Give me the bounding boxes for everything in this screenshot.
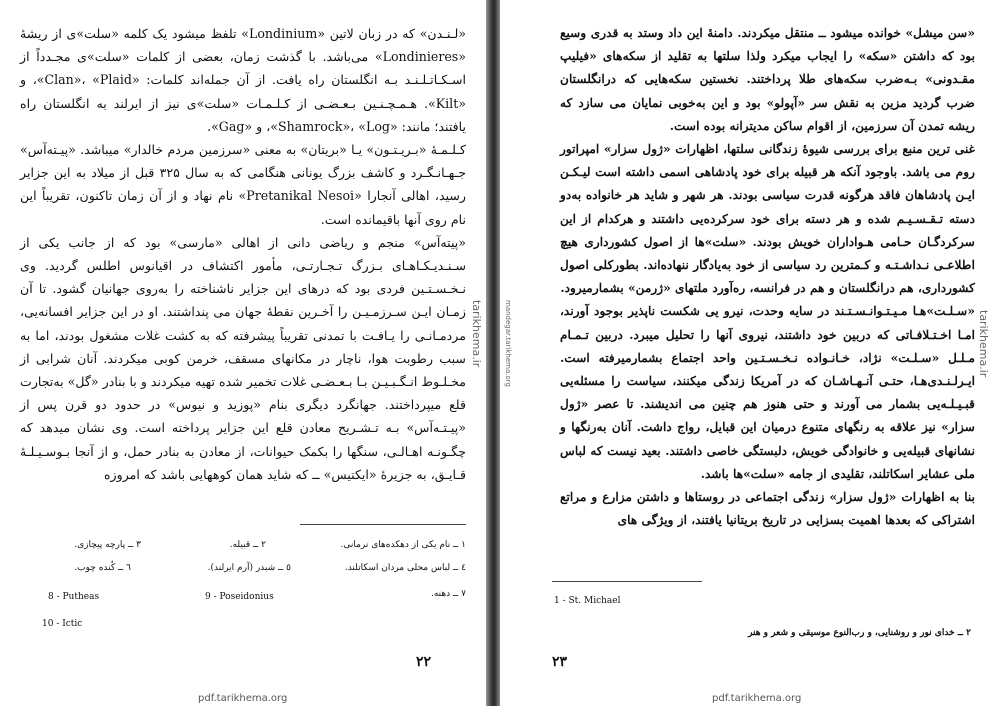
right-page-number: ۲۳: [552, 654, 568, 670]
book-gutter: [486, 0, 500, 706]
left-paragraph-1: «لـنـدن» كه در زبان لاتين «Londinium» تلفظ ميشود يک كلمه «سلت»ى از ريشهٔ «Londinieres» می‌باشد. با گذشت زمان، بعضى از كلمات «سلت»ى مجـدداً از اسـكـاتـلـنـد بـه انگلستان راه يافت. از آن جمله‌اند كلمات: «Clan»، «Plaid»، و «Kilt». هـمـچـنـين بـعـضـى از كـلـمـات «سلت»ى نيز از ايرلند به انگلستان راه يافتند؛ مانند: «Shamrock»، «Log»، و «Gag».: [20, 26, 466, 134]
left-footnote-9: 9 - Poseidonius: [205, 592, 274, 602]
right-paragraph-2: غنى ترين منبع براى بررسى شيوهٔ زندگانى سلتها، اظهارات «ژول سزار» امپراتور روم مى باشد. باوجود آنكه هر قبيله براى خود پادشاهى اسمى داشته است ليـكـن ايـن پادشاهان فاقد هرگونه قدرت سياسى بودند. هر شهر و شايد هر خانواده به‌دو دسته تـقـسـيـم شده و هر دسته براى خود سركرده‌يى داشتند و هركدام از اين سركردگـان حـامى هـواداران خويش بودند. «سلت»ها از اصول كشوردارى هيچ اطلاعـى نـداشـتـه و كـمترين رد سياسى از خود به‌يادگار ننهاده‌اند. بطوركلى اصول كشوردارى، هم درانگلستان و هم در فرانسه، ره‌آورد ملتهاى «ژرمن» بشمارميرود.: [560, 142, 975, 296]
right-footnote-2: ۲ ــ خداى نور و روشنايى، و رب‌النوع موسيقى و شعر و هنر: [748, 628, 971, 638]
left-body-text: [20, 22, 466, 486]
left-footnote-8: 8 - Putheas: [48, 592, 100, 602]
left-paragraph-3: «پيته‌آس» منجم و رياضى دانى از اهالى «مارسى» بود كه از جانب يكى از سـنـديـكـاهـاى بـزرگ تـجـارتـى، مأمور اكتشاف در اقيانوس اطلس گرديد. وى نـخـسـتـين فردى بود كه درهاى اين جزاير ناشناخته را به‌روى جهانيان گشود. تا آن زمـان ايـن سـرزمـيـن را آخـرين نقطهٔ جهان مى پنداشتند. او در اين جزاير افسانه‌يى، مردمـانـى را يـافـت با تمدنى تقريباً پيشرفته كه به كشت غلات مشغول بودند، اما به سبب رطوبت هوا، ناچار در مكانهاى مسقف، خرمن كوبى ميكردند. آنان شرابى از مخـلـوط انـگـبـيـن بـا بـعـضـى غلات تخمير شده تهيه ميكردند و با بنادر «گل» به‌تجارت قلع ميپرداختند. جهانگرد ديگرى بنام «پوزيد و نيوس» در حدود دو قرن پس از «پيـتـه‌آس» بـه تـشـريح معادن قلع اين جزاير پرداخته است. وى نشان ميدهد كه چگـونـه اهـالـى، سنگها را بكمک حيوانات، از معادن به بنادر حمل، و از آنجا بـوسـيـلـهٔ قـايـق، به جزيرهٔ «ايكتيس» ــ كه شايد همان كوههايى باشد كه امروزه: [20, 234, 466, 482]
right-page: [500, 0, 993, 706]
left-page: [0, 0, 486, 706]
right-footnote-rule: [552, 581, 702, 582]
left-footnote-1: ١ ــ نام يكى از دهكده‌هاى نرمانى.: [340, 540, 466, 550]
left-footnote-5: ٥ ــ شبدر (آرم ايرلند).: [207, 563, 291, 573]
right-side-watermark: tarikhema.ir: [977, 310, 990, 378]
left-footer-url: pdf.tarikhema.org: [198, 693, 288, 704]
right-paragraph-1: «سن ميشل» خوانده ميشود ــ منتقل ميكردند. دامنهٔ اين داد وستد به قدرى وسيع بود كه داشتن «سكه» را ايجاب ميكرد ولذا سلتها به تقليد از سكه‌هاى «فيليپ مقـدونى» بـه‌ضرب سكه‌هاى طلا پرداختند. نخستين سكه‌هايى كه درانگلستان ضرب گرديد مزين به نقش سر «آپولو» بود و اين به‌خوبى نمايان مى سازد كه ريشه تمدن آن سرزمين، از اقوام ساكن مديترانه بوده است.: [560, 26, 975, 133]
left-footnote-2: ٢ ــ قبيله.: [229, 540, 266, 550]
left-footnote-10: 10 - Ictic: [42, 619, 83, 629]
right-paragraph-4: بنا به اظهارات «ژول سزار» زندگى اجتماعى در روستاها و داشتن مزارع و مراتع اشتراكى كه بعدها اهميت بسزايى در تاريخ بريتانيا يافتند، از ويژگى هاى: [560, 490, 975, 528]
right-footnote-1: 1 - St. Michael: [554, 596, 621, 606]
right-footer-url: pdf.tarikhema.org: [712, 693, 802, 704]
left-side-watermark: tarikhema.ir: [470, 300, 483, 368]
left-footnote-rule: [300, 524, 466, 525]
right-body-text: [560, 22, 975, 532]
left-footnote-7: ٧ ــ دهنه.: [431, 589, 466, 599]
right-paragraph-3: «سـلـت»هـا مـيـتـوانـسـتـند در سايه وحدت، نيرو يى شكست ناپذير بوجود آورند، امـا اخـتـلافـاتى كه دربين خود داشتند، نيروى آنها را تحليل ميبرد. دربين تـمـام مـلـل «سـلـت» نژاد، خـانـواده نـخـسـتـين واحد اجتماع بشمارميرفته است. ايـرلـنـدى‌هـا، حتـى آنـهـاشـان كه در آمريكا زندگى ميكنند، سياست را مسئله‌يى قبـيـلـه‌يى بشمار مى آورند و حتى هنوز هم چنين مى انديشند. تا عصر «ژول سزار» نيز علاقه به رنگهاى متنوع درميان اين قبايل، رواج داشت. آنان به‌رنگها و نشانهاى قبيله‌يى و خانوادگى خويش، دلبستگى خاصى داشتند. بعيد نيست كه لباس ملى عشاير اسكاتلند، تقليدى از جامه «سلت»ها باشد.: [560, 304, 975, 481]
left-paragraph-2: كـلـمـهٔ «بـريـتـون» يـا «بريتان» به معنى «سرزمين مردم خالدار» ميباشد. «پيـته‌آس» جـهـانـگـرد و كاشف بزرگ يونانى هنگامى كه به سال ۳۲۵ قبل از ميلاد به اين جزاير رسيد، اهالى آنجارا «Pretanikal Nesoi» نام نهاد و از آن زمان تاكنون، تقريباً اين نام روى آنها باقيمانده است.: [20, 142, 467, 227]
left-footnote-3: ٣ ــ پارچه پيچازى.: [74, 540, 141, 550]
left-footnote-4: ٤ ــ لباس محلى مردان اسكاتلند.: [344, 563, 466, 573]
right-inner-watermark: mandegar.tarikhema.org: [504, 300, 512, 387]
left-footnote-6: ٦ ــ كُنده چوب.: [74, 563, 131, 573]
left-page-number: ۲۲: [416, 654, 432, 670]
